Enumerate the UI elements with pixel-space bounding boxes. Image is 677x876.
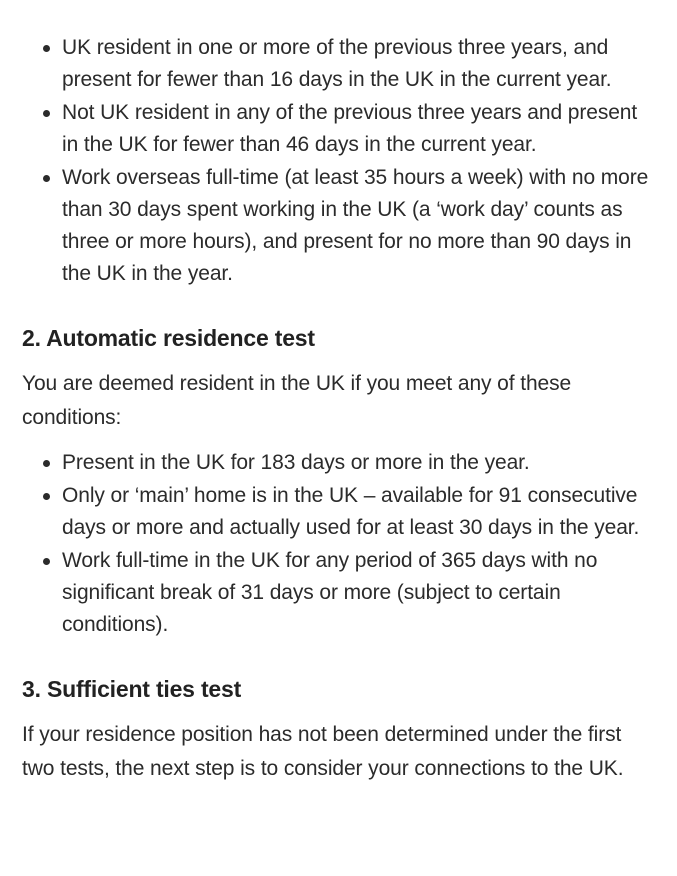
bullet-icon [43, 45, 50, 52]
bullet-icon [43, 558, 50, 565]
list-item [62, 32, 655, 96]
section-heading-automatic-residence: 2. Automatic residence test [22, 325, 315, 351]
list-item [62, 97, 655, 161]
non-residence-conditions-list [22, 32, 655, 290]
section-heading-sufficient-ties: 3. Sufficient ties test [22, 676, 242, 702]
list-item [62, 447, 655, 479]
list-item-text: Only or ‘main’ home is in the UK – available for 91 consecutive days or more and actually used for at least 30 days in the year. [62, 484, 640, 539]
list-item-text: Work overseas full-time (at least 35 hours a week) with no more than 30 days spent working in the UK (a ‘work day’ counts as three or more hours), and present for no more than 90 days in the UK in the year. [62, 166, 649, 285]
list-item-text: UK resident in one or more of the previous three years, and present for fewer than 16 days in the UK in the current year. [62, 36, 612, 91]
bullet-icon [43, 175, 50, 182]
list-item-text: Work full-time in the UK for any period of 365 days with no significant break of 31 days or more (subject to certain conditions). [62, 549, 598, 636]
list-item-text: Not UK resident in any of the previous three years and present in the UK for fewer than 46 days in the current year. [62, 101, 638, 156]
residence-conditions-list [22, 447, 655, 641]
list-item [62, 480, 655, 544]
list-item [62, 545, 655, 641]
list-item-text: Present in the UK for 183 days or more in the year. [62, 451, 530, 474]
section-intro-paragraph: You are deemed resident in the UK if you meet any of these conditions: [22, 372, 572, 429]
list-item [62, 162, 655, 290]
bullet-icon [43, 460, 50, 467]
section-body-paragraph: If your residence position has not been determined under the first two tests, the next step is to consider your connections to the UK. [22, 723, 624, 780]
bullet-icon [43, 493, 50, 500]
bullet-icon [43, 110, 50, 117]
